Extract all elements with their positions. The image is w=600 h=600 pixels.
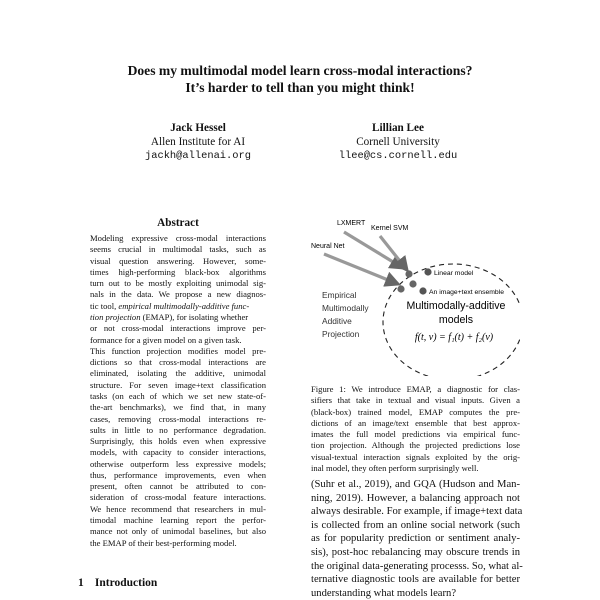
caption-line: (black-box) trained model, EMAP computes the pre- [311,406,520,417]
abstract-emphasis: empirical multimodally-additive func- [118,300,250,311]
figure-1-diagram [306,212,520,376]
projection-label-line: Additive [322,316,352,326]
projection-label-line: Empirical [322,290,357,300]
kernel-svm-label: Kernel SVM [371,225,409,232]
abstract-emphasis: tion projection [90,311,141,322]
abstract-line: nals in the data. We propose a new diagnos- [90,289,266,300]
linear-model-label: Linear model [434,270,474,277]
lxmert-point [405,270,412,277]
section-number: 1 [78,577,84,589]
abstract-line: thus, performance improvements, even when [90,469,266,480]
body-line: as for popularity prediction or sentiment analy- [311,533,520,545]
abstract-line: the-art benchmarks), we find that, in many [90,402,266,413]
abstract-line: seems crucial in multimodal tasks, such as [90,244,266,255]
abstract-line: visual question answering. However, some- [90,255,266,266]
caption-line: visual-textual interaction signals exploited by the orig- [311,451,520,462]
caption-line: inal model, they often perform surprisingly well. [311,463,479,474]
abstract-line-lead: tic tool, [90,300,119,311]
abstract-line: dictions so that cross-modal interactions are [90,357,266,368]
caption-line: sifiers that take in textual and visual inputs. Given a [311,395,520,406]
author-affiliation: Allen Institute for AI [150,136,246,148]
abstract-line [90,312,266,323]
abstract-heading: Abstract [157,217,199,229]
author-block-2 [318,121,478,163]
body-line: sis), post-hoc rebalancing may obscure trends in [311,546,520,558]
body-line: always desirable. For example, if image+text data [311,506,523,518]
neural-net-label: Neural Net [311,243,345,250]
body-line: is collected from an online social network (such [311,519,520,531]
abstract-text [90,233,266,549]
abstract-line: models, with capacity to consider interactions, [90,447,266,458]
title-line-2: It’s harder to tell than you might think! [185,80,415,95]
abstract-line: otherwise outperform less expressive models; [90,458,266,469]
abstract-line: timodal machine learning report the perfor- [90,515,266,526]
abstract-line: formance for a given model on a given task. [90,334,242,345]
abstract-line: mance not only of unimodal baselines, but also [90,526,266,537]
abstract-line: tasks (on each of which we set new state-of- [90,390,266,401]
abstract-line: This function projection modifies model pre- [90,345,266,356]
author-email: llee@cs.cornell.edu [338,150,458,162]
kernel-svm-point [409,280,416,287]
caption-line: imates the full model predictions via empirical func- [311,429,520,440]
author-email: jackh@allenai.org [144,150,251,162]
lxmert-label: LXMERT [337,220,366,227]
abstract-line: turn out to be mostly exploiting unimodal sig- [90,278,266,289]
paper-title [0,62,600,96]
projection-label-line: Multimodally [322,303,369,313]
caption-line: dictions of an image/text ensemble that best approx- [311,417,520,428]
abstract-line [90,301,266,312]
abstract-line: or not cross-modal interactions improve per- [90,323,266,334]
abstract-line: sideration of cross-modal feature interactions. [90,492,266,503]
author-affiliation: Cornell University [356,136,440,148]
region-title: Multimodally-additive [406,300,506,312]
ensemble-label: An image+text ensemble [429,289,504,296]
arrow-lxmert [344,232,403,268]
author-block-1 [118,121,278,163]
additive-formula: f(t, v) = f₁(t) + f₂(v) [414,332,494,343]
abstract-line: Modeling expressive cross-modal interactions [90,233,266,243]
abstract-line: structure. For seven image+text classification [90,379,266,390]
author-name: Lillian Lee [372,122,424,134]
ensemble-point [419,287,426,294]
arrow-kernel-svm [380,236,407,270]
section-heading-introduction [78,577,157,589]
abstract-line: eliminated, isolating the additive, unimodal [90,368,266,379]
abstract-line: We hence recommend that researchers in mul- [90,503,266,514]
body-line: ning, 2019). However, a balancing approach not [311,492,520,504]
section-title: Introduction [94,577,158,589]
title-line-1: Does my multimodal model learn cross-modal interactions? [127,63,473,78]
body-line: (Suhr et al., 2019), and GQA (Hudson and Man- [311,479,520,490]
projection-label-line: Projection [322,329,360,339]
abstract-line-rest: (EMAP), for isolating whether [140,311,249,322]
body-line: understanding what models learn? [311,587,457,599]
abstract-line: sults in little to no performance degradation. [90,424,266,435]
body-line: ternative diagnostic tools are available for better [311,574,520,586]
region-subtitle: models [438,314,474,326]
abstract-line: present, often cannot be attributed to con- [90,481,266,492]
neural-net-point [397,285,404,292]
abstract-line: cases, removing cross-modal interactions re- [90,413,266,424]
figure-caption [311,384,520,474]
caption-line: Figure 1: We introduce EMAP, a diagnostic for clas- [311,384,520,394]
caption-line: tion projection. Although the projected predictions lose [311,440,520,451]
linear-model-point [424,268,431,275]
body-text-column-2 [311,478,523,600]
author-name: Jack Hessel [170,122,226,134]
abstract-line: the EMAP of their best-performing model. [90,537,237,548]
abstract-line: times high-performing black-box algorithms [90,266,266,277]
body-line: the original data-generating processs. So, what al- [311,560,523,572]
abstract-line: Surprisingly, this holds even when expressive [90,436,266,447]
